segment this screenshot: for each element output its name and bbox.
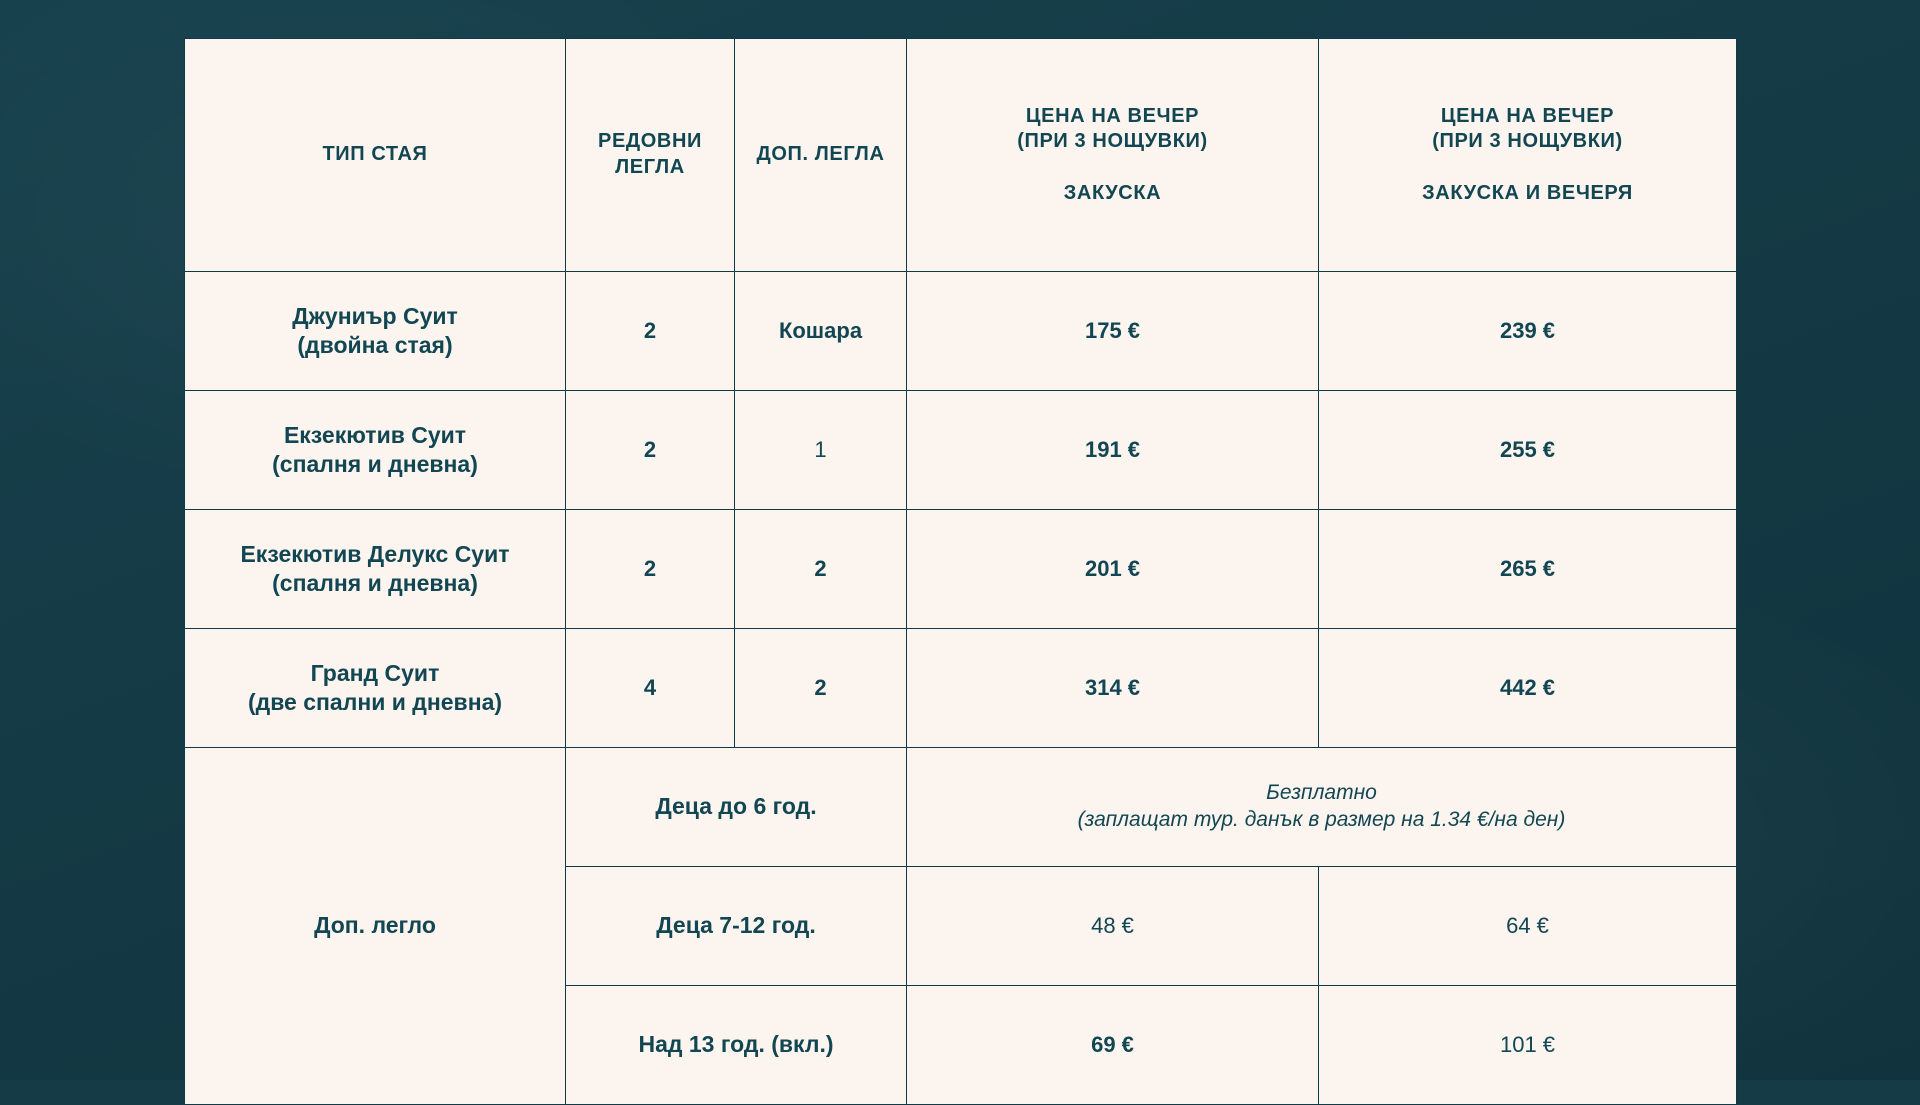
room-type-cell — [185, 629, 566, 748]
price-halfboard-cell: 255 € — [1319, 391, 1737, 510]
header-price-halfboard — [1319, 39, 1737, 272]
room-name-line2: (спалня и дневна) — [272, 570, 478, 596]
price-halfboard-cell: 265 € — [1319, 510, 1737, 629]
price-breakfast-cell: 175 € — [907, 272, 1319, 391]
header-regular-beds: РЕДОВНИ ЛЕГЛА — [566, 39, 735, 272]
room-name-line1: Екзекютив Суит — [283, 421, 467, 448]
room-type-cell — [185, 272, 566, 391]
rates-table-container — [184, 38, 1736, 1105]
extra-bed-age-cell: Над 13 год. (вкл.) — [566, 986, 907, 1105]
free-note-line1: Безплатно — [1266, 781, 1377, 805]
table-row — [185, 629, 1737, 748]
extra-beds-cell: 2 — [735, 510, 907, 629]
header-price-breakfast-line2: (ПРИ 3 НОЩУВКИ) — [1017, 130, 1208, 153]
table-row — [185, 391, 1737, 510]
table-row — [185, 510, 1737, 629]
table-row — [185, 272, 1737, 391]
regular-beds-cell: 4 — [566, 629, 735, 748]
header-price-halfboard-line3: ЗАКУСКА И ВЕЧЕРЯ — [1422, 181, 1633, 204]
price-halfboard-cell: 442 € — [1319, 629, 1737, 748]
extra-bed-label: Доп. легло — [185, 748, 566, 1105]
price-breakfast-cell: 69 € — [907, 986, 1319, 1105]
room-name-line1: Джуниър Суит — [292, 302, 458, 329]
room-type-cell — [185, 391, 566, 510]
room-name-line1: Екзекютив Делукс Суит — [240, 540, 510, 567]
extra-beds-cell: 2 — [735, 629, 907, 748]
header-price-halfboard-line2: (ПРИ 3 НОЩУВКИ) — [1432, 130, 1623, 153]
room-name-line2: (двойна стая) — [297, 332, 453, 358]
table-header — [185, 39, 1737, 272]
price-breakfast-cell: 201 € — [907, 510, 1319, 629]
header-room-type: ТИП СТАЯ — [185, 39, 566, 272]
regular-beds-cell: 2 — [566, 272, 735, 391]
header-row — [185, 39, 1737, 272]
room-type-cell — [185, 510, 566, 629]
extra-bed-age-cell: Деца 7-12 год. — [566, 867, 907, 986]
price-halfboard-cell: 64 € — [1319, 867, 1737, 986]
header-price-breakfast-line3: ЗАКУСКА — [1063, 181, 1162, 204]
regular-beds-cell: 2 — [566, 510, 735, 629]
rates-table — [184, 38, 1737, 1105]
extra-beds-cell: 1 — [735, 391, 907, 510]
price-halfboard-cell: 101 € — [1319, 986, 1737, 1105]
header-extra-beds: ДОП. ЛЕГЛА — [735, 39, 907, 272]
room-name-line2: (две спални и дневна) — [247, 689, 503, 715]
extra-beds-cell: Кошара — [735, 272, 907, 391]
price-breakfast-cell: 314 € — [907, 629, 1319, 748]
regular-beds-cell: 2 — [566, 391, 735, 510]
header-price-breakfast-line1: ЦЕНА НА ВЕЧЕР — [1025, 104, 1200, 127]
room-name-line1: Гранд Суит — [310, 659, 440, 686]
extra-bed-free-note — [907, 748, 1737, 867]
room-name-line2: (спалня и дневна) — [272, 451, 478, 477]
price-breakfast-cell: 191 € — [907, 391, 1319, 510]
price-breakfast-cell: 48 € — [907, 867, 1319, 986]
header-price-breakfast — [907, 39, 1319, 272]
free-note-line2: (заплащат тур. данък в размер на 1.34 €/на ден) — [1077, 808, 1566, 831]
header-price-halfboard-line1: ЦЕНА НА ВЕЧЕР — [1440, 104, 1615, 127]
price-halfboard-cell: 239 € — [1319, 272, 1737, 391]
extra-bed-row — [185, 748, 1737, 867]
extra-bed-age-cell: Деца до 6 год. — [566, 748, 907, 867]
table-body — [185, 272, 1737, 1105]
